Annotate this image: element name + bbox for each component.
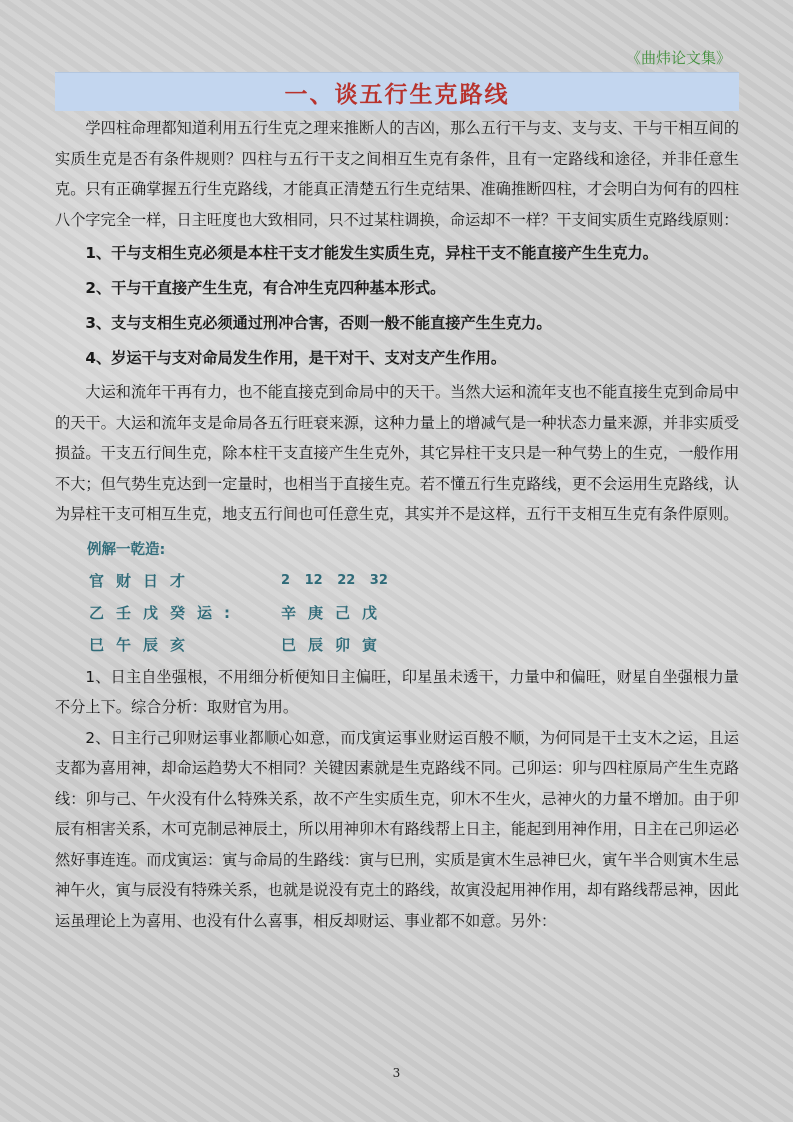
chart-stems: 乙壬戊癸运: [89,604,242,623]
document-body [55,113,739,936]
example-title: 例解一乾造: [87,541,166,558]
chart-row-branches [89,630,739,662]
section-title: 一、谈五行生克路线 [284,81,510,108]
rule-item: 2、干与干直接产生生克，有合冲生克四种基本形式。 [85,279,446,297]
chart-row-gods [89,566,739,598]
analysis-1: 1、日主自坐强根，不用细分析便知日主偏旺，印星虽未透干，力量中和偏旺，财星自坐强根力量不分上下。综合分析：取财官为用。 [55,667,739,716]
chart-ages: 2 12 22 32 [281,573,388,589]
analysis-2: 2、日主行己卯财运事业都顺心如意，而戊寅运事业财运百般不顺，为何同是干土支木之运，且运支都为喜用神，却命运趋势大不相同？关键因素就是生克路线不同。己卯运：卯与四柱原局产生生克路线：卯与己、午火没有什么特殊关系，故不产生实质生克，卯木不生火，忌神火的力量不增加。由于卯辰有相害关系，木可克制忌神辰土，所以用神卯木有路线帮上日主，能起到用神作用，日主在己卯运必然好事连连。而戊寅运：寅与命局的生路线：寅与巳刑，实质是寅木生忌神巳火，寅午半合则寅木生忌神午火，寅与辰没有特殊关系，也就是说没有克土的路线，故寅没起用神作用，却有路线帮忌神，因此运虽理论上为喜用、也没有什么喜事，相反却财运、事业都不如意。另外： [55,728,739,930]
rule-item: 4、岁运干与支对命局发生作用，是干对干、支对支产生作用。 [85,349,507,367]
rule-item: 3、支与支相生克必须通过刑冲合害，否则一般不能直接产生生克力。 [85,314,552,332]
paragraph-2: 大运和流年干再有力，也不能直接克到命局中的天干。当然大运和流年支也不能直接生克到命局中的天干。大运和流年支是命局各五行旺衰来源，这种力量上的增减气是一种状态力量来源，并非实质受损益。干支五行间生克，除本柱干支直接产生生克外，其它异柱干支只是一种气势上的生克，一般作用不大；但气势生克达到一定量时，也相当于直接生克。若不懂五行生克路线，更不会运用生克路线，认为异柱干支可相互生克，地支五行间也可任意生克，其实并不是这样，五行干支相互生克有条件原则。 [55,383,739,523]
collection-header: 《曲炜论文集》 [625,49,731,67]
page-number: 3 [392,1066,401,1080]
bazi-chart [89,566,739,662]
chart-luck-stems: 辛庚己戊 [281,604,390,623]
chart-luck-branches: 巳辰卯寅 [281,636,390,655]
chart-row-stems [89,598,739,630]
title-bar [55,72,739,111]
chart-branches: 巳午辰亥 [89,636,198,655]
intro-paragraph: 学四柱命理都知道利用五行生克之理来推断人的吉凶，那么五行干与支、支与支、干与干相互间的实质生克是否有条件规则？四柱与五行干支之间相互生克有条件，且有一定路线和途径，并非任意生克。只有正确掌握五行生克路线，才能真正清楚五行生克结果、准确推断四柱，才会明白为何有的四柱八个字完全一样，日主旺度也大致相同，只不过某柱调换，命运却不一样？干支间实质生克路线原则： [55,119,739,229]
rule-item: 1、干与支相生克必须是本柱干支才能发生实质生克，异柱干支不能直接产生生克力。 [85,244,658,262]
chart-gods: 官财日才 [89,572,198,591]
